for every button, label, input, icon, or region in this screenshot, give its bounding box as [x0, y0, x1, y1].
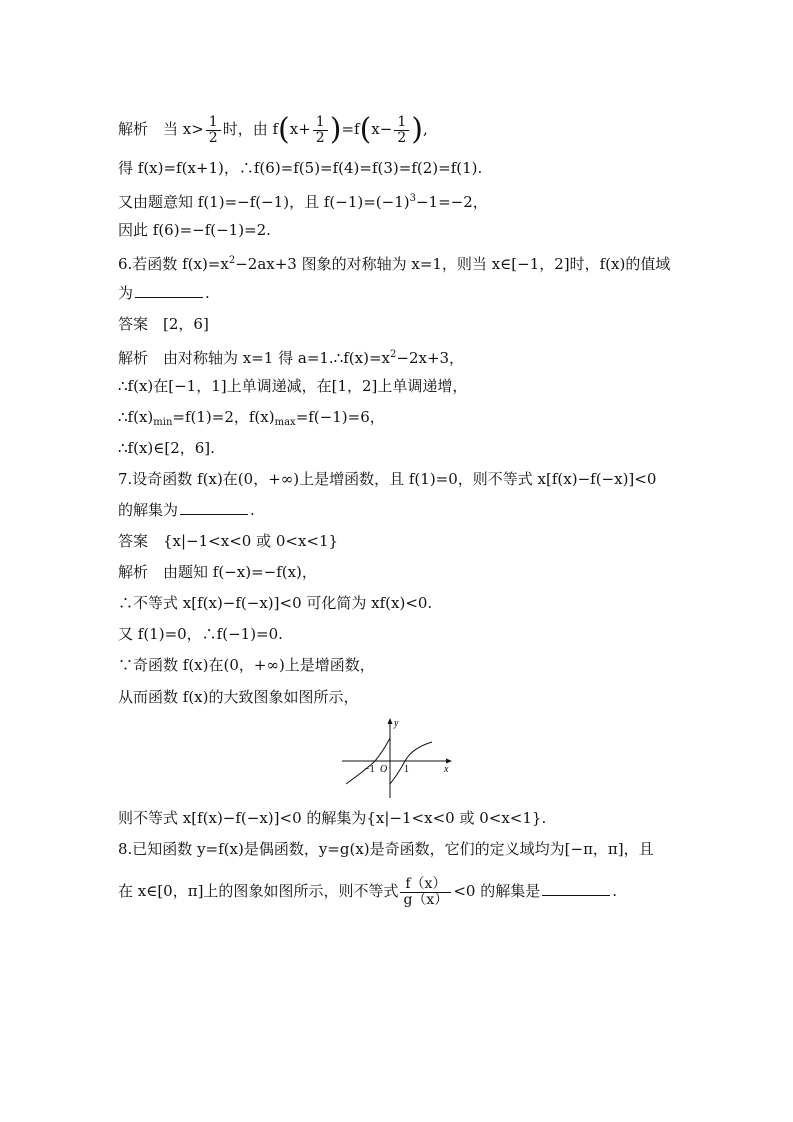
solution-line-2: 得 f(x)=f(x+1)，∴f(6)=f(5)=f(4)=f(3)=f(2)=f(1).: [118, 159, 483, 177]
question-6-line-2: [118, 282, 210, 304]
superscript: 2: [228, 255, 236, 266]
fraction-numerator: f（x）: [400, 877, 451, 893]
neg-one-label: −1: [364, 764, 375, 775]
fraction-denominator: 2: [397, 129, 407, 146]
solution-7-line-3: 又 f(1)=0，∴f(−1)=0.: [118, 625, 283, 643]
text-segment: −2x+3，: [396, 349, 465, 367]
left-paren: (: [278, 112, 290, 147]
solution-6-line-2: ∴f(x)在[−1，1]上单调递减，在[1，2]上单调递增，: [118, 377, 468, 395]
text-segment: .: [250, 501, 255, 519]
text-segment: <0 的解集是: [453, 882, 541, 900]
answer-blank: [180, 500, 248, 515]
text-segment: −2ax+3 图象的对称轴为 x=1，则当 x∈[−1，2]时，f(x)的值域: [235, 255, 671, 273]
fraction-numerator: 1: [313, 115, 328, 131]
text-segment: 解析 当 x>: [118, 120, 204, 138]
text-segment: ,: [422, 120, 428, 138]
origin-label: O: [380, 764, 388, 775]
y-axis-label: y: [394, 718, 399, 729]
answer-blank: [135, 283, 203, 298]
text-segment: x−: [371, 120, 393, 138]
solution-6-line-3: [118, 406, 385, 434]
fraction: [394, 115, 409, 146]
text-segment: x+: [289, 120, 311, 138]
text-segment: =f: [341, 120, 360, 138]
right-paren: ): [411, 112, 423, 147]
text-segment: =f(1)=2，f(x): [172, 408, 275, 426]
text-segment: 又由题意知 f(1)=−f(−1)，且 f(−1)=(−1): [118, 193, 410, 211]
function-graph: [340, 716, 455, 798]
solution-7-line-1: 解析 由题知 f(−x)=−f(x)，: [118, 563, 317, 581]
superscript: 2: [390, 349, 397, 360]
right-paren: ): [329, 112, 342, 147]
text-segment: −1=−2，: [415, 193, 488, 211]
text-segment: 为: [118, 284, 134, 302]
answer-7: 答案 {x|−1<x<0 或 0<x<1}: [118, 532, 339, 550]
solution-6-line-4: ∴f(x)∈[2，6].: [118, 439, 215, 457]
fraction-denominator: 2: [315, 129, 325, 146]
question-7-line-2: [118, 499, 255, 521]
solution-7-line-4: ∵奇函数 f(x)在(0，+∞)上是增函数，: [118, 656, 375, 674]
text-segment: .: [612, 882, 617, 900]
text-segment: 在 x∈[0，π]上的图象如图所示，则不等式: [118, 882, 399, 900]
text-segment: 6.若函数 f(x)=x: [118, 255, 229, 273]
solution-7-line-5: 从而函数 f(x)的大致图象如图所示，: [118, 688, 359, 706]
subscript: min: [153, 417, 173, 428]
solution-line-4: 因此 f(6)=−f(−1)=2.: [118, 221, 271, 239]
y-axis-arrow: [388, 718, 393, 724]
fraction-numerator: 1: [206, 115, 221, 131]
x-axis-arrow: [446, 759, 452, 764]
curve-right: [390, 742, 432, 784]
text-segment: 解析 由对称轴为 x=1 得 a=1.∴f(x)=x: [118, 349, 390, 367]
question-8-line-1: 8.已知函数 y=f(x)是偶函数，y=g(x)是奇函数，它们的定义域均为[−π，π]，且: [118, 840, 654, 858]
fraction: [400, 877, 451, 908]
x-axis-label: x: [444, 764, 449, 775]
superscript: 3: [409, 193, 416, 204]
fraction-numerator: 1: [394, 115, 409, 131]
question-6-line-1: [118, 250, 670, 275]
fraction-denominator: 2: [208, 129, 218, 146]
solution-7-line-2: ∴不等式 x[f(x)−f(−x)]<0 可化简为 xf(x)<0.: [118, 594, 433, 612]
solution-line-3: [118, 188, 488, 213]
text-segment: ∴f(x): [118, 408, 154, 426]
fraction: [313, 115, 328, 146]
subscript: max: [274, 417, 296, 428]
question-7-line-1: 7.设奇函数 f(x)在(0，+∞)上是增函数，且 f(1)=0，则不等式 x[f(x)−f(−x)]<0: [118, 470, 657, 488]
answer-blank: [542, 881, 610, 896]
text-segment: 的解集为: [118, 501, 179, 519]
question-8-line-2: [118, 874, 617, 908]
solution-7-conclusion: 则不等式 x[f(x)−f(−x)]<0 的解集为{x|−1<x<0 或 0<x<1}.: [118, 809, 547, 827]
one-label: 1: [404, 764, 409, 775]
text-segment: .: [205, 284, 210, 302]
fraction: [206, 115, 221, 146]
left-paren: (: [359, 112, 372, 147]
answer-6: 答案 [2，6]: [118, 315, 209, 333]
text-segment: 时，由 f: [222, 120, 279, 138]
fraction-denominator: g（x）: [403, 891, 449, 908]
solution-6-line-1: [118, 344, 464, 369]
text-segment: =f(−1)=6，: [295, 408, 385, 426]
solution-line-1: [118, 112, 428, 146]
